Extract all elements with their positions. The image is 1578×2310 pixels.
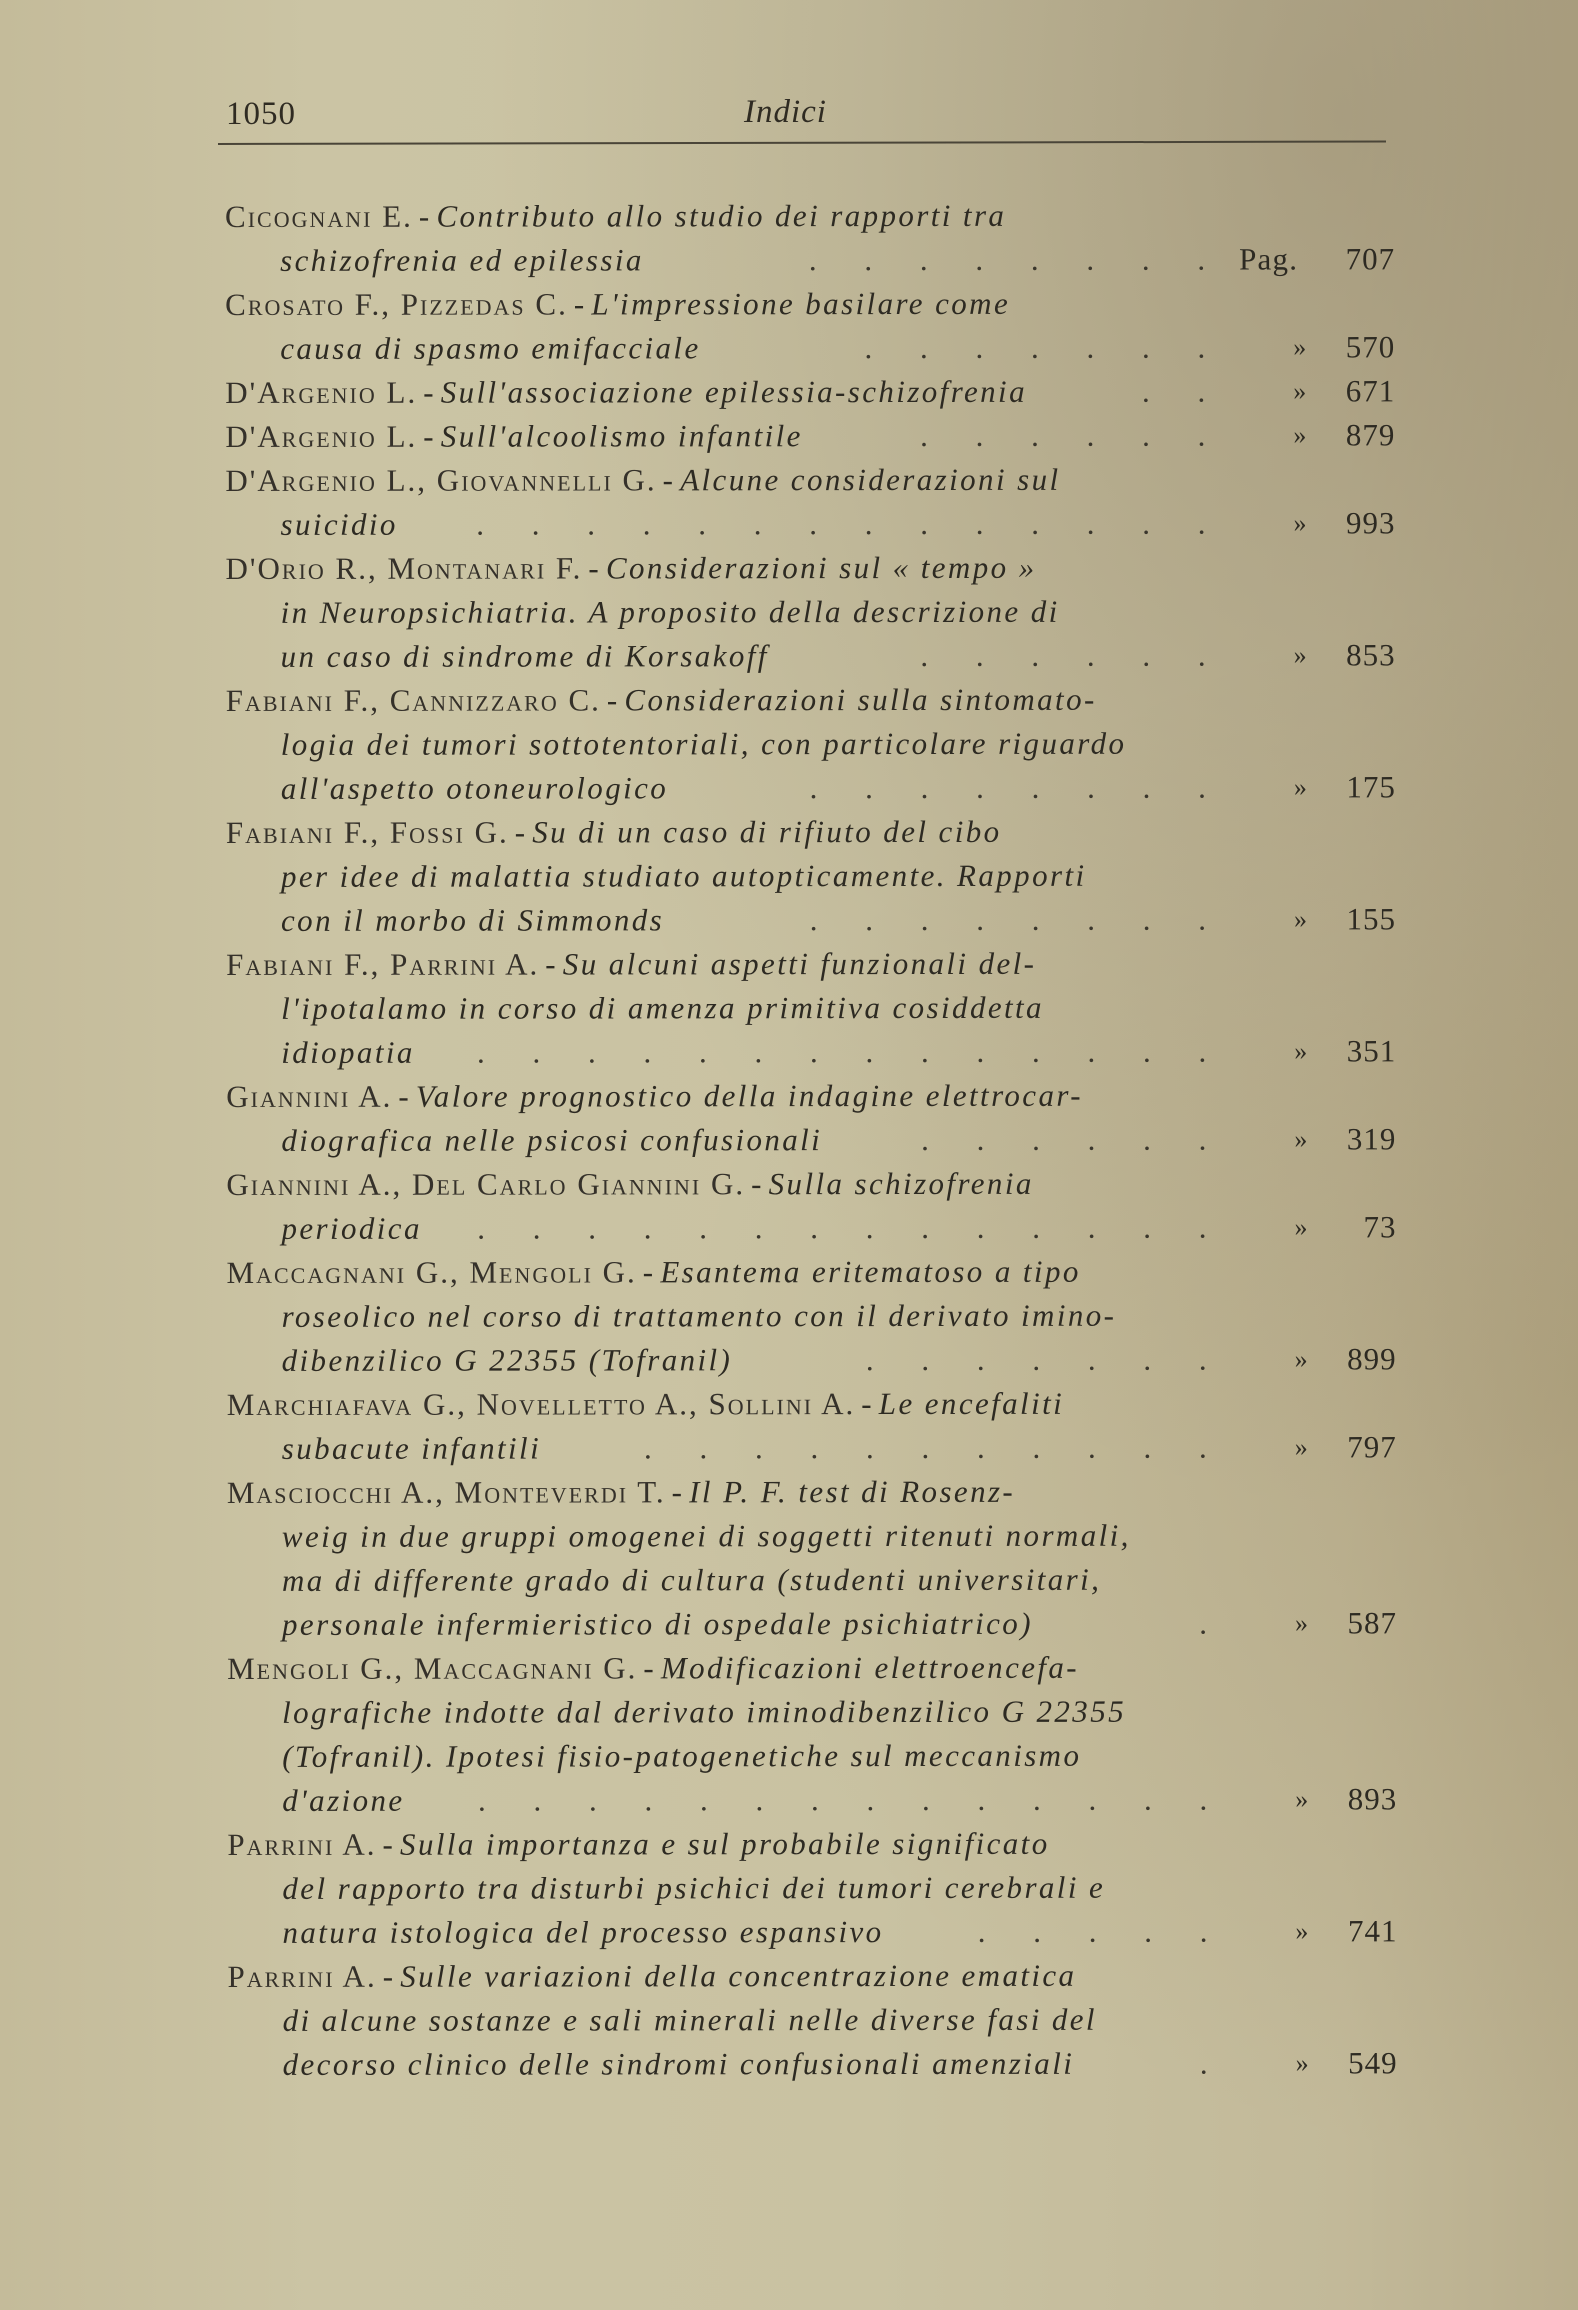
page-number-ref: 319: [1346, 1121, 1397, 1157]
entry-continuation-line: [206, 1205, 1396, 1251]
entry-authors: Parrini A.: [227, 1958, 377, 1994]
ditto-mark: »: [1293, 508, 1308, 538]
entry-first-line: [206, 809, 1396, 855]
entry-title-line: Considerazioni sul « tempo »: [605, 549, 1037, 586]
page-reference: [1236, 633, 1396, 677]
index-entry: [207, 1381, 1397, 1471]
page-reference: [1237, 1777, 1397, 1821]
entry-title-line: all'aspetto otoneurologico: [280, 770, 669, 806]
dot-leader: . . . . . . . .: [809, 901, 1227, 938]
entry-continuation-line: [206, 765, 1396, 811]
ditto-mark: »: [1294, 1036, 1309, 1066]
ditto-mark: »: [1293, 420, 1308, 450]
entry-title-line: Esantema eritematoso a tipo: [660, 1253, 1081, 1290]
entry-title-line: Valore prognostico della indagine elettrocar-: [415, 1077, 1083, 1114]
entry-continuation-line: [206, 633, 1396, 679]
running-head: [226, 96, 1388, 136]
page-number-ref: 549: [1348, 2045, 1398, 2081]
entry-title-line: Le encefaliti: [878, 1385, 1065, 1422]
author-title-separator: -: [382, 1958, 395, 1994]
entry-title-line: l'ipotalamo in corso di amenza primitiva cosiddetta: [281, 989, 1044, 1026]
entry-first-line: [207, 1381, 1397, 1427]
entry-continuation-line: [208, 2041, 1398, 2087]
author-title-separator: -: [418, 198, 431, 234]
entry-continuation-line: [207, 1909, 1397, 1955]
entry-continuation-line: [206, 1117, 1396, 1163]
entry-authors: Fabiani F., Parrini A.: [226, 946, 540, 982]
entry-continuation-line: [207, 1513, 1397, 1559]
ditto-mark: »: [1293, 772, 1309, 802]
dot-leader: . . . . . . .: [865, 1341, 1227, 1378]
author-title-separator: -: [751, 1166, 763, 1202]
index-entry: [205, 545, 1395, 679]
entry-continuation-line: [207, 1601, 1397, 1647]
page-reference: [1235, 237, 1395, 281]
page-label: Pag.: [1239, 241, 1299, 277]
entry-title-line: causa di spasmo emifacciale: [280, 330, 701, 366]
page-reference: [1237, 1601, 1397, 1645]
entry-title-line: Considerazioni sulla sintomato-: [624, 681, 1097, 718]
entry-title-line: Sulla schizofrenia: [768, 1165, 1034, 1202]
ditto-mark: »: [1293, 904, 1309, 934]
author-title-separator: -: [861, 1386, 873, 1422]
entry-authors: Maccagnani G., Mengoli G.: [226, 1254, 637, 1290]
dot-leader: . . . . . . . .: [809, 769, 1226, 806]
index-entry: [206, 941, 1396, 1075]
page-reference: [1236, 1117, 1396, 1161]
entry-title-line: Su alcuni aspetti funzionali del-: [562, 945, 1037, 982]
entry-title-line: suicidio: [280, 506, 398, 542]
author-title-separator: -: [545, 946, 557, 982]
entry-title-line: subacute infantili: [281, 1430, 542, 1466]
page-number-ref: 879: [1345, 417, 1396, 453]
dot-leader: .: [1199, 2045, 1228, 2081]
entry-title-line: weig in due gruppi omogenei di soggetti ritenuti normali,: [281, 1517, 1131, 1554]
entry-title-line: Su di un caso di rifiuto del cibo: [532, 813, 1002, 850]
entry-authors: Marchiafava G., Novelletto A., Sollini A.: [226, 1386, 856, 1422]
index-list: [205, 193, 1398, 2087]
entry-title-line: personale infermieristico di ospedale psichiatrico): [281, 1605, 1033, 1642]
entry-title-line: ma di differente grado di cultura (studenti universitari,: [281, 1561, 1102, 1598]
ditto-mark: »: [1294, 1432, 1309, 1462]
entry-first-line: [205, 193, 1395, 239]
header-rule: [218, 141, 1386, 145]
index-entry: [206, 809, 1396, 943]
entry-authors: D'Orio R., Montanari F.: [225, 550, 583, 586]
page-number-ref: 175: [1346, 769, 1396, 805]
author-title-separator: -: [423, 374, 435, 410]
dot-leader: . . . . . . . . . . . . . .: [476, 1033, 1227, 1070]
author-title-separator: -: [398, 1078, 410, 1114]
entry-first-line: [205, 545, 1395, 591]
dot-leader: . . . . . .: [921, 1121, 1227, 1158]
ditto-mark: »: [1294, 1344, 1309, 1374]
author-title-separator: -: [606, 682, 619, 718]
page-reference: [1237, 1909, 1397, 1953]
ditto-mark: »: [1294, 1212, 1309, 1242]
index-entry: [207, 1821, 1397, 1955]
entry-continuation-line: [207, 1689, 1397, 1735]
entry-authors: Masciocchi A., Monteverdi T.: [226, 1474, 666, 1510]
dot-leader: . . . . . . . . . . .: [643, 1429, 1227, 1466]
entry-authors: Fabiani F., Fossi G.: [225, 814, 509, 850]
entry-continuation-line: [207, 1865, 1397, 1911]
index-entry: [205, 413, 1395, 459]
entry-first-line: [207, 1953, 1397, 1999]
entry-title-line: Sull'associazione epilessia-schizofrenia: [440, 373, 1027, 410]
entry-title-line: diografica nelle psicosi confusionali: [281, 1122, 823, 1158]
entry-first-line: [205, 281, 1395, 327]
author-title-separator: -: [423, 418, 435, 454]
entry-continuation-line: [206, 589, 1396, 635]
entry-continuation-line: [206, 985, 1396, 1031]
page-reference: [1236, 765, 1396, 809]
entry-continuation-line: [207, 1337, 1397, 1383]
page-number-ref: 707: [1345, 241, 1396, 277]
entry-authors: Fabiani F., Cannizzaro C.: [225, 682, 601, 718]
entry-continuation-line: [206, 853, 1396, 899]
entry-continuation-line: [208, 1997, 1398, 2043]
page-reference: [1237, 1337, 1397, 1381]
entry-authors: Giannini A., Del Carlo Giannini G.: [226, 1166, 746, 1202]
dot-leader: . . . . . . . . . . . . . .: [476, 505, 1226, 542]
page-number-ref: 899: [1347, 1341, 1397, 1377]
page-number-ref: 893: [1347, 1781, 1398, 1817]
index-entry: [207, 1645, 1397, 1823]
page-number-ref: 853: [1346, 637, 1396, 673]
index-entry: [207, 1953, 1397, 2087]
author-title-separator: -: [514, 814, 527, 850]
page-number-ref: 587: [1347, 1605, 1398, 1641]
entry-title-line: Il P. F. test di Rosenz-: [689, 1473, 1016, 1510]
entry-authors: Giannini A.: [226, 1078, 393, 1114]
entry-authors: D'Argenio L., Giovannelli G.: [225, 462, 657, 498]
dot-leader: . . . . . . .: [864, 329, 1226, 366]
author-title-separator: -: [642, 1254, 655, 1290]
dot-leader: . . . . . . . . . . . . . .: [477, 1781, 1228, 1818]
entry-authors: Cicognani E.: [225, 198, 413, 234]
entry-continuation-line: [206, 721, 1396, 767]
dot-leader: . .: [1142, 373, 1226, 409]
entry-title-line: idiopatia: [281, 1034, 415, 1070]
entry-title-line: schizofrenia ed epilessia: [280, 242, 644, 278]
index-entry: [205, 193, 1395, 283]
entry-title-line: del rapporto tra disturbi psichici dei tumori cerebrali e: [282, 1869, 1106, 1906]
entry-authors: D'Argenio L.: [225, 374, 418, 410]
entry-continuation-line: [207, 1425, 1397, 1471]
page-number-ref: 741: [1347, 1913, 1398, 1949]
entry-title-line: lografiche indotte dal derivato iminodibenzilico G 22355: [282, 1693, 1127, 1730]
dot-leader: .: [1199, 1605, 1228, 1641]
entry-first-line: [205, 369, 1395, 415]
index-entry: [206, 677, 1396, 811]
running-title: Indici: [744, 94, 827, 130]
index-entry: [206, 1161, 1396, 1251]
page-reference: [1236, 897, 1396, 941]
entry-continuation-line: [207, 1733, 1397, 1779]
page-reference: [1235, 413, 1395, 457]
entry-continuation-line: [206, 1029, 1396, 1075]
page-reference: [1235, 369, 1395, 413]
author-title-separator: -: [382, 1826, 395, 1862]
entry-title-line: in Neuropsichiatria. A proposito della descrizione di: [280, 593, 1060, 630]
entry-title-line: con il morbo di Simmonds: [280, 902, 665, 938]
ditto-mark: »: [1293, 376, 1308, 406]
index-entry: [205, 281, 1395, 371]
entry-authors: Crosato F., Pizzedas C.: [225, 286, 568, 322]
ditto-mark: »: [1293, 640, 1308, 670]
entry-first-line: [206, 1249, 1396, 1295]
page-reference: [1235, 501, 1395, 545]
entry-authors: Mengoli G., Maccagnani G.: [227, 1650, 638, 1686]
entry-continuation-line: [205, 237, 1395, 283]
entry-first-line: [206, 941, 1396, 987]
ditto-mark: »: [1295, 1916, 1310, 1946]
entry-title-line: dibenzilico G 22355 (Tofranil): [281, 1342, 733, 1378]
page-number-ref: 671: [1345, 373, 1396, 409]
ditto-mark: »: [1294, 1124, 1309, 1154]
dot-leader: . . . . . .: [920, 637, 1226, 674]
dot-leader: . . . . . . . . . . . . . .: [477, 1209, 1227, 1246]
entry-continuation-line: [206, 897, 1396, 943]
entry-title-line: (Tofranil). Ipotesi fisio-patogenetiche sul meccanismo: [282, 1737, 1082, 1774]
entry-continuation-line: [205, 325, 1395, 371]
entry-continuation-line: [207, 1293, 1397, 1339]
page-number-ref: 155: [1346, 901, 1397, 937]
entry-title-line: natura istologica del processo espansivo: [282, 1914, 884, 1950]
page-reference: [1238, 2041, 1398, 2085]
dot-leader: . . . . .: [977, 1913, 1228, 1949]
page-number: 1050: [226, 96, 296, 132]
entry-title-line: un caso di sindrome di Korsakoff: [280, 638, 769, 674]
entry-first-line: [206, 1161, 1396, 1207]
entry-continuation-line: [207, 1777, 1397, 1823]
ditto-mark: »: [1295, 2048, 1310, 2078]
entry-continuation-line: [205, 501, 1395, 547]
author-title-separator: -: [573, 286, 586, 322]
entry-title-line: Alcune considerazioni sul: [680, 461, 1061, 498]
entry-first-line: [205, 457, 1395, 503]
entry-first-line: [207, 1821, 1397, 1867]
index-entry: [206, 1073, 1396, 1163]
page-number-ref: 351: [1346, 1033, 1397, 1069]
entry-title-line: per idee di malattia studiato autopticamente. Rapporti: [280, 857, 1087, 894]
page-number-ref: 570: [1345, 329, 1396, 365]
ditto-mark: »: [1295, 1784, 1310, 1814]
entry-first-line: [206, 677, 1396, 723]
page-number-ref: 73: [1363, 1209, 1397, 1245]
entry-title-line: decorso clinico delle sindromi confusionali amenziali: [282, 2045, 1075, 2082]
page-reference: [1237, 1425, 1397, 1469]
entry-continuation-line: [207, 1557, 1397, 1603]
entry-authors: Parrini A.: [227, 1826, 377, 1862]
entry-title-line: di alcune sostanze e sali minerali nelle diverse fasi del: [282, 2001, 1097, 2038]
author-title-separator: -: [662, 462, 675, 498]
index-entry: [205, 369, 1395, 415]
entry-title-line: d'azione: [282, 1782, 405, 1818]
entry-title-line: Sulle variazioni della concentrazione ematica: [400, 1957, 1077, 1994]
entry-title-line: Contributo allo studio dei rapporti tra: [436, 197, 1007, 234]
author-title-separator: -: [643, 1650, 655, 1686]
page-reference: [1236, 1029, 1396, 1073]
page-reference: [1235, 325, 1395, 369]
entry-title-line: roseolico nel corso di trattamento con il derivato imino-: [281, 1297, 1117, 1334]
entry-title-line: logia dei tumori sottotentoriali, con particolare riguardo: [280, 725, 1127, 762]
entry-title-line: Modificazioni elettroencefa-: [660, 1649, 1080, 1686]
entry-title-line: periodica: [281, 1210, 422, 1246]
page-number-ref: 797: [1347, 1429, 1397, 1465]
dot-leader: . . . . . . . .: [808, 241, 1226, 278]
author-title-separator: -: [671, 1474, 684, 1510]
entry-authors: D'Argenio L.: [225, 418, 418, 454]
entry-first-line: [207, 1469, 1397, 1515]
entry-first-line: [207, 1645, 1397, 1691]
entry-title-line: Sull'alcoolismo infantile: [440, 418, 803, 454]
ditto-mark: »: [1293, 332, 1308, 362]
entry-title-line: L'impressione basilare come: [591, 285, 1011, 322]
page-number-ref: 993: [1345, 505, 1396, 541]
index-entry: [207, 1469, 1397, 1647]
index-entry: [205, 457, 1395, 547]
index-entry: [206, 1249, 1396, 1383]
entry-first-line: [206, 1073, 1396, 1119]
entry-first-line: [205, 413, 1395, 459]
entry-title-line: Sulla importanza e sul probabile significato: [400, 1825, 1050, 1862]
author-title-separator: -: [588, 550, 600, 586]
page-reference: [1236, 1205, 1396, 1249]
ditto-mark: »: [1294, 1608, 1310, 1638]
dot-leader: . . . . . .: [920, 417, 1226, 454]
